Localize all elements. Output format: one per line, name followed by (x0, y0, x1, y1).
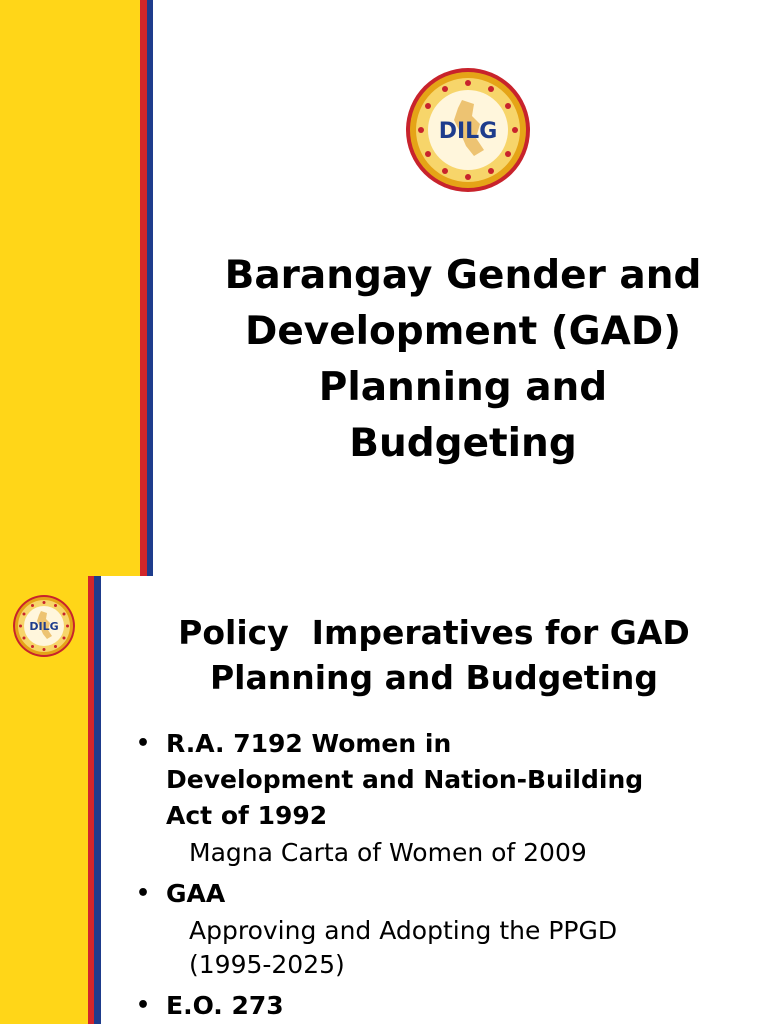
dilg-seal-logo (12, 594, 76, 658)
dilg-seal-icon (12, 594, 76, 658)
title-line: Planning and Budgeting (209, 658, 658, 697)
dilg-seal-logo (404, 66, 532, 194)
title-line: Development (GAD) (244, 309, 682, 354)
title-line: Policy Imperatives for GAD (178, 613, 690, 652)
red-side-stripe (140, 0, 147, 576)
bullet-item: • R.A. 7192 Women in Development and Nation-Building Act of 1992 Magna Carta of Women of 2009 (134, 726, 754, 870)
title-line: Barangay Gender and (224, 253, 702, 298)
dilg-seal-icon (404, 66, 532, 194)
bullet-item: • GAA Approving and Adopting the PPGD (1995-2025) (134, 876, 754, 982)
bullet-dot-icon: • (136, 881, 151, 906)
bullet-dot-icon: • (136, 731, 151, 756)
slide-title (108, 610, 760, 700)
title-line: Budgeting (349, 421, 577, 466)
seal-text: DILG (438, 119, 498, 144)
blue-side-stripe (94, 576, 101, 1024)
seal-text: DILG (29, 620, 59, 633)
title-line: Planning and (318, 365, 608, 410)
policy-slide (0, 576, 768, 1024)
blue-side-stripe (147, 0, 153, 576)
bullet-dot-icon: • (136, 993, 151, 1018)
yellow-side-band (0, 0, 140, 576)
bullet-subtext: Magna Carta of Women of 2009 (189, 838, 587, 867)
bullet-subtext: Approving and Adopting the PPGD (1995-2025) (189, 916, 618, 979)
bullet-item: • E.O. 273 (134, 988, 754, 1024)
policy-bullet-list (134, 726, 754, 1024)
slide-title (168, 248, 758, 472)
